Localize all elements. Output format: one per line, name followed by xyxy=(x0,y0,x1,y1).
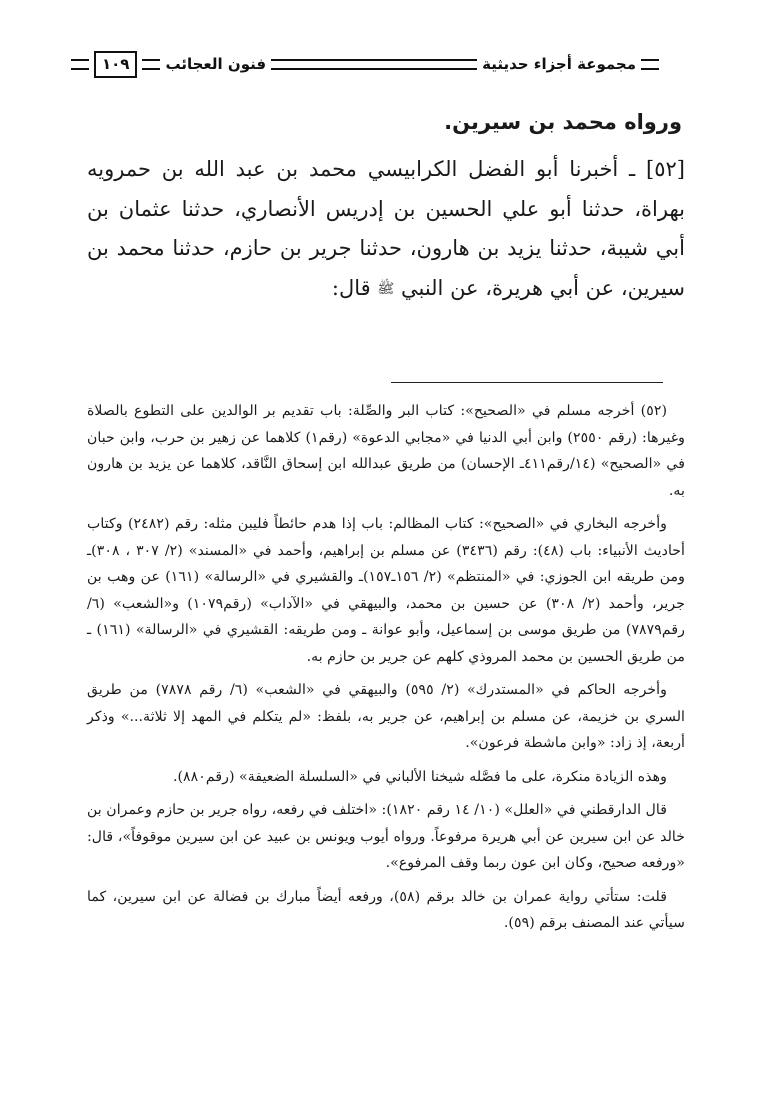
header-rule-right xyxy=(641,59,659,70)
hadith-number: [٥٢] xyxy=(646,157,685,181)
header-rule-middle xyxy=(271,59,477,70)
footnote-paragraph: قلت: ستأتي رواية عمران بن خالد برقم (٥٨)، ورفعه أيضاً مبارك بن فضالة عن ابن سيرين، كما سيأتي عند المصنف برقم (٥٩). xyxy=(87,888,685,931)
hadith-chain: ـ أخبرنا أبو الفضل الكرابيسي محمد بن عبد الله بن حمرويه بهراة، حدثنا أبو علي الحسين بن إدريس الأنصاري، حدثنا عثمان بن أبي شيبة، حدثنا يزيد بن هارون، حدثنا جرير بن حازم، حدثنا محمد بن سيرين، عن أبي هريرة، عن النبي xyxy=(87,157,685,300)
header-rule-left xyxy=(142,59,160,70)
footnote-paragraph: قال الدارقطني في «العلل» (١٠/ ١٤ رقم ١٨٢٠): «اختلف في رفعه، رواه جرير بن حازم وعمران بن خالد عن ابن سيرين عن أبي هريرة مرفوعاً. ورواه أيوب ويونس بن عبيد عن ابن سيرين موقوفاً»، قال: «ورفعه صحيح، وكان ابن عون ربما وقف المرفوع». xyxy=(87,802,685,871)
hadith-text xyxy=(87,150,685,309)
footnotes xyxy=(87,398,685,944)
salutation-glyph: ﷺ xyxy=(377,280,395,297)
footnote-paragraph: وأخرجه الحاكم في «المستدرك» (٢/ ٥٩٥) والبيهقي في «الشعب» (٦/ رقم ٧٨٧٨) من طريق السري بن خزيمة، عن مسلم بن إبراهيم، عن جرير به، بلفظ: «لم يتكلم في المهد إلا ثلاثة...» وذكر أربعة، إذ زاد: «وابن ماشطة فرعون». xyxy=(87,682,685,751)
collection-title: مجموعة أجزاء حديثية xyxy=(482,55,636,73)
hadith-said: قال: xyxy=(331,275,371,300)
lead-line: ورواه محمد بن سيرين. xyxy=(444,110,682,134)
running-header xyxy=(66,44,664,84)
header-rule-end xyxy=(71,59,89,70)
footnote-separator xyxy=(391,382,663,383)
footnote-paragraph: وأخرجه البخاري في «الصحيح»: كتاب المظالم: باب إذا هدم حائطاً فليبن مثله: رقم (٢٤٨٢) وكتاب أحاديث الأنبياء: باب (٤٨): رقم (٣٤٣٦) عن مسلم بن إبراهيم، وأحمد في «المسند» (٢/ ٣٠٧ ، ٣٠٨)ـ ومن طريقه ابن الجوزي: في «المنتظم» (٢/ ١٥٦ـ١٥٧)ـ والقشيري في «الرسالة» (١٦١) عن وهب بن جرير، وأحمد (٢/ ٣٠٨) عن حسين بن محمد، والبيهقي في «الآداب» (رقم١٠٧٩) و«الشعب» (٦/ رقم٧٨٧٩) من طريق موسى بن إسماعيل، وأبو عوانة ـ ومن طريقه: القشيري في «الرسالة» (١٦١) ـ من طريق الحسين بن محمد المروذي كلهم عن جرير بن حازم به. xyxy=(87,516,686,665)
footnote-paragraph: وهذه الزيادة منكرة، على ما فصَّله شيخنا الألباني في «السلسلة الضعيفة» (رقم٨٨٠). xyxy=(172,768,667,785)
book-title: فنون العجائب xyxy=(165,55,267,73)
footnote-paragraph: (٥٢) أخرجه مسلم في «الصحيح»: كتاب البر والصِّلة: باب تقديم بر الوالدين على التطوع بالصلاة وغيرها: (رقم ٢٥٥٠) وابن أبي الدنيا في «مجابي الدعوة» (رقم١) كلاهما عن زهير بن حرب، وابن حبان في «الصحيح» (١٤/رقم٤١١ـ الإحسان) من طريق عبدالله ابن إسحاق النَّاقد، كلاهما عن يزيد بن هارون به. xyxy=(87,403,686,499)
page-number: ١٠٩ xyxy=(94,51,137,78)
